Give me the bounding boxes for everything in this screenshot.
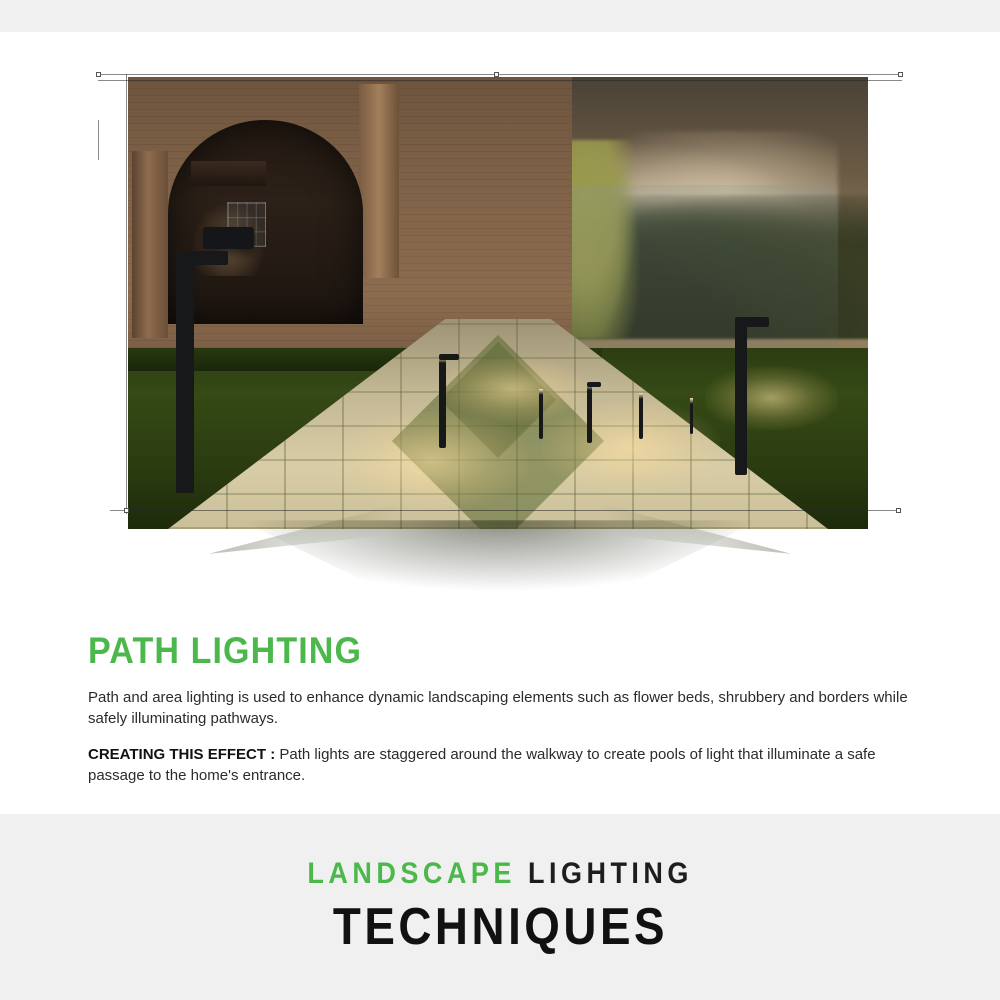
crop-handle-top-left[interactable] [96, 72, 101, 77]
description-paragraph: Path and area lighting is used to enhance dynamic landscaping elements such as flower beds, shrubbery and borders while safely illuminating pathways. [88, 689, 908, 728]
crop-handle-top-right[interactable] [898, 72, 903, 77]
footer-title-line-2: TECHNIQUES [332, 898, 668, 956]
house-tower [359, 84, 399, 278]
porch-ceiling [191, 161, 265, 185]
night-scene-render [128, 77, 868, 529]
crop-guide-left-tick [98, 120, 99, 160]
effect-text: Path lights are staggered around the walkway to create pools of light that illuminate a safe passage to the home's entrance. [88, 745, 876, 784]
article-content [88, 632, 918, 800]
crop-guide-top-inner [98, 80, 902, 81]
footer-title-line-1 [307, 857, 693, 891]
path-light-far-right [639, 393, 643, 438]
path-light-foreground-left [176, 258, 194, 493]
path-light-mid-left [439, 357, 446, 447]
crop-guide-top [98, 74, 902, 75]
porch-column-left [132, 151, 168, 338]
path-light-foreground-right [735, 321, 747, 475]
effect-label: CREATING THIS EFFECT : [88, 745, 276, 763]
footer-word-lighting: LIGHTING [527, 857, 693, 890]
crop-handle-bottom-left[interactable] [124, 508, 129, 513]
path-light-mid-left-head [439, 354, 459, 360]
page-title: PATH LIGHTING [88, 630, 363, 671]
path-light-mid-right-head [587, 382, 601, 387]
path-light-foreground-right-head [735, 317, 769, 327]
crop-handle-bottom-right[interactable] [896, 508, 901, 513]
top-margin-bar [0, 0, 1000, 32]
path-light-distant [690, 398, 693, 434]
path-light-foreground-left-head [176, 251, 228, 265]
path-light-mid-right [587, 384, 592, 443]
glass-panel-overlay [542, 185, 838, 366]
footer-word-landscape: LANDSCAPE [307, 857, 516, 890]
arched-porch-opening [168, 120, 363, 324]
crop-guide-bottom [110, 510, 900, 511]
hero-image [90, 60, 910, 600]
crop-handle-top-center[interactable] [494, 72, 499, 77]
porch-sofa [203, 227, 254, 249]
crop-guide-left [126, 74, 127, 514]
path-light-far-left [539, 389, 543, 439]
footer [0, 814, 1000, 1000]
effect-paragraph [88, 744, 912, 787]
